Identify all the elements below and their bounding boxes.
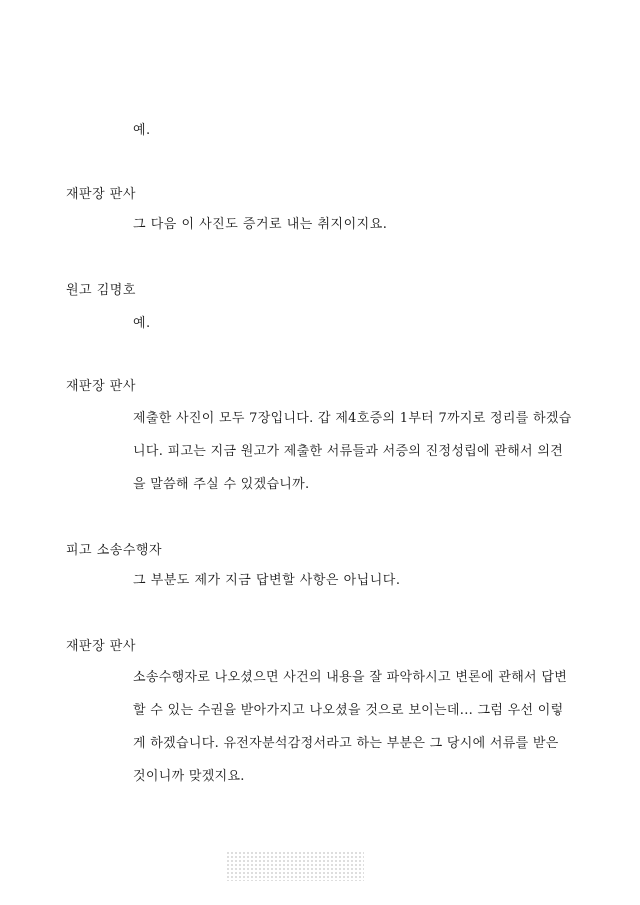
speech-line: 을 말씀해 주실 수 있겠습니까. [133, 477, 310, 492]
speaker-label: 재판장 판사 [66, 639, 136, 654]
speech-line: 예. [133, 316, 151, 331]
speech-line: 제출한 사진이 모두 7장입니다. 갑 제4호증의 1부터 7까지로 정리를 하겠습 [133, 411, 572, 426]
speech-line: 소송수행자로 나오셨으면 사건의 내용을 잘 파악하시고 변론에 관해서 답변 [133, 670, 568, 685]
speech-line: 예. [133, 123, 151, 138]
speech-line: 게 하겠습니다. 유전자분석감정서라고 하는 부분은 그 당시에 서류를 받은 [133, 736, 559, 751]
speaker-label: 피고 소송수행자 [66, 543, 163, 558]
speech-line: 할 수 있는 수권을 받아가지고 나오셨을 것으로 보이는데... 그럼 우선 이렇 [133, 703, 564, 718]
speaker-label: 원고 김명호 [66, 283, 136, 298]
speech-line: 것이니까 맞겠지요. [133, 769, 245, 784]
faint-page-stamp [226, 851, 364, 881]
speech-line: 그 다음 이 사진도 증거로 내는 취지이지요. [133, 217, 388, 232]
speech-line: 니다. 피고는 지금 원고가 제출한 서류들과 서증의 진정성립에 관해서 의견 [133, 444, 564, 459]
speaker-label: 재판장 판사 [66, 379, 136, 394]
speech-line: 그 부분도 제가 지금 답변할 사항은 아닙니다. [133, 573, 401, 588]
speaker-label: 재판장 판사 [66, 187, 136, 202]
